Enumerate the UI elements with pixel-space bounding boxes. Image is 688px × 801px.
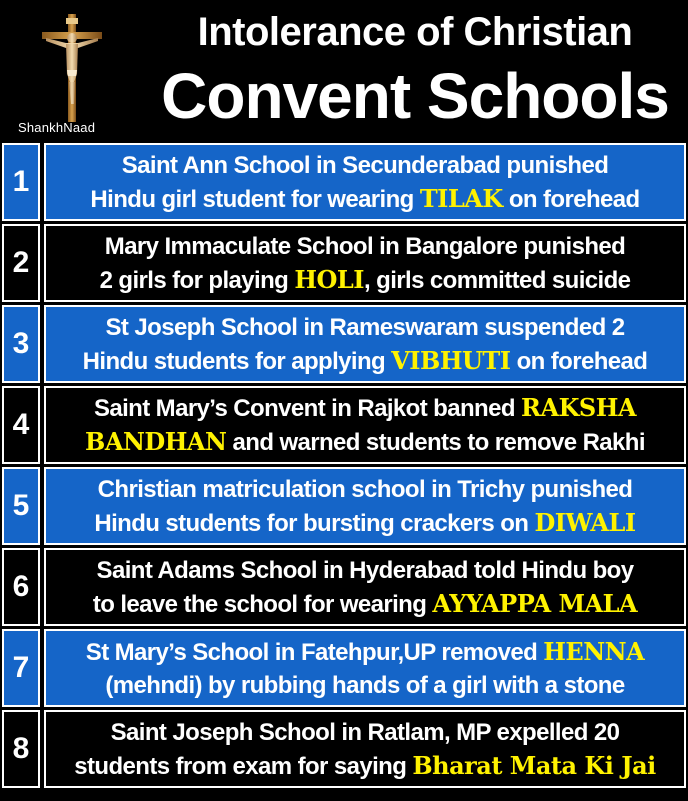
highlighted-term: VIBHUTI xyxy=(391,345,511,375)
incident-text xyxy=(44,467,686,545)
incident-text-line xyxy=(50,554,680,587)
incident-row xyxy=(2,224,686,302)
brand-label: ShankhNaad xyxy=(18,120,96,135)
text-segment: Hindu students for applying xyxy=(82,347,392,375)
incident-text-line xyxy=(50,506,680,540)
text-segment: , girls committed suicide xyxy=(364,266,631,294)
highlighted-term: Bharat Mata Ki Jai xyxy=(412,750,656,780)
incident-text xyxy=(44,305,686,383)
incident-text-line xyxy=(50,182,680,216)
text-segment: to leave the school for wearing xyxy=(92,590,433,618)
incident-text xyxy=(44,143,686,221)
incident-text xyxy=(44,224,686,302)
highlighted-term: RAKSHA xyxy=(521,393,637,422)
incident-number: 5 xyxy=(2,467,40,545)
text-segment: Hindu students for bursting crackers on xyxy=(94,509,535,537)
highlighted-term: BANDHAN xyxy=(85,427,227,456)
incident-text-line xyxy=(50,425,680,459)
highlighted-term: DIWALI xyxy=(534,507,636,537)
incident-text-line xyxy=(50,749,680,783)
text-segment: Saint Mary’s Convent in Rajkot banned xyxy=(93,395,521,422)
incident-text-line xyxy=(50,391,680,425)
text-segment: St Joseph School in Rameswaram suspended 2 xyxy=(105,313,625,341)
incident-text-line xyxy=(50,149,680,182)
incident-row xyxy=(2,710,686,788)
incident-number: 3 xyxy=(2,305,40,383)
incident-text-line xyxy=(50,263,680,297)
incident-row xyxy=(2,467,686,545)
incident-text-line xyxy=(50,635,680,669)
text-segment: Saint Joseph School in Ratlam, MP expelled 20 xyxy=(110,718,620,746)
highlighted-term: HENNA xyxy=(543,636,645,666)
incident-row xyxy=(2,386,686,464)
title-line-2: Convent Schools xyxy=(161,60,669,132)
incident-text-line xyxy=(50,344,680,378)
text-segment: St Mary’s School in Fatehpur,UP removed xyxy=(85,638,544,666)
text-segment: Saint Adams School in Hyderabad told Hindu boy xyxy=(96,556,634,584)
text-segment: Christian matriculation school in Trichy punished xyxy=(97,475,633,503)
text-segment: on forehead xyxy=(510,347,648,375)
text-segment: Mary Immaculate School in Bangalore punished xyxy=(104,232,626,260)
incident-text xyxy=(44,710,686,788)
incident-row xyxy=(2,305,686,383)
highlighted-term: HOLI xyxy=(294,264,364,294)
incident-list xyxy=(2,143,686,788)
incident-number: 6 xyxy=(2,548,40,626)
text-segment: Hindu girl student for wearing xyxy=(90,185,420,213)
incident-row xyxy=(2,548,686,626)
incident-text xyxy=(44,629,686,707)
text-segment: 2 girls for playing xyxy=(99,266,295,294)
text-segment: (mehndi) by rubbing hands of a girl with a stone xyxy=(105,671,625,699)
incident-row xyxy=(2,143,686,221)
incident-text-line xyxy=(50,311,680,344)
incident-number: 1 xyxy=(2,143,40,221)
crucifix-icon xyxy=(40,12,104,124)
highlighted-term: AYYAPPA MALA xyxy=(432,588,638,618)
text-segment: students from exam for saying xyxy=(74,752,413,780)
incident-text-line xyxy=(50,716,680,749)
highlighted-term: TILAK xyxy=(419,183,503,213)
text-segment: Saint Ann School in Secunderabad punished xyxy=(121,151,609,179)
text-segment: and warned students to remove Rakhi xyxy=(226,429,645,456)
incident-number: 8 xyxy=(2,710,40,788)
incident-text xyxy=(44,548,686,626)
incident-text xyxy=(44,386,686,464)
incident-text-line xyxy=(50,473,680,506)
incident-row xyxy=(2,629,686,707)
header xyxy=(0,0,688,141)
incident-number: 2 xyxy=(2,224,40,302)
incident-text-line xyxy=(50,230,680,263)
incident-text-line xyxy=(50,587,680,621)
incident-number: 4 xyxy=(2,386,40,464)
title-line-1: Intolerance of Christian xyxy=(197,10,633,54)
incident-text-line xyxy=(50,669,680,702)
text-segment: on forehead xyxy=(502,185,640,213)
incident-number: 7 xyxy=(2,629,40,707)
